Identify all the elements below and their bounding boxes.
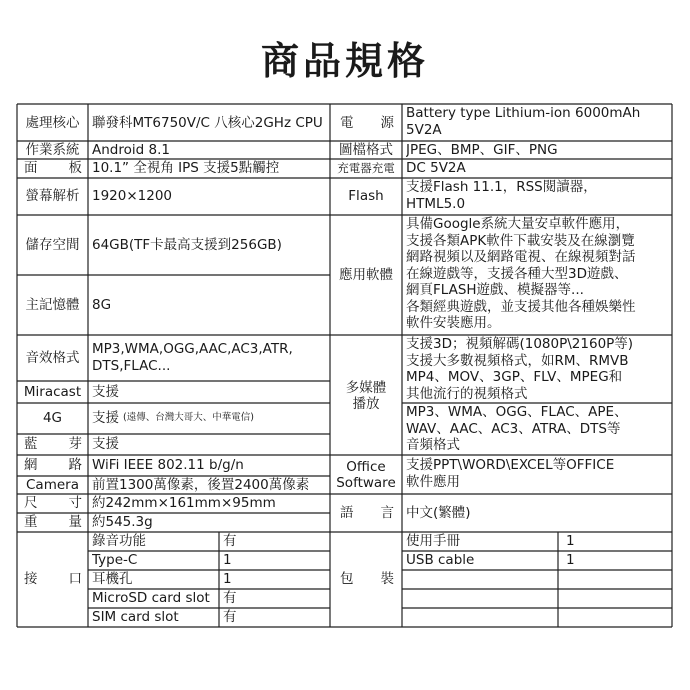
lte-value-text: 支援 xyxy=(92,410,119,427)
apps-line: 網頁FLASH遊戲、模擬器等... xyxy=(406,282,584,298)
port-name: MicroSD card slot xyxy=(92,590,210,607)
office-label-line1: Office xyxy=(346,458,386,475)
camera-value: 前置1300萬像素，後置2400萬像素 xyxy=(92,476,310,493)
page-title: 商品規格 xyxy=(260,39,429,83)
os-value: Android 8.1 xyxy=(92,141,170,158)
port-value: 有 xyxy=(223,533,237,550)
power-label xyxy=(340,105,394,141)
charger-value: DC 5V2A xyxy=(406,160,466,177)
flash-value-line2: HTML5.0 xyxy=(406,195,466,212)
ports-label-a: 接 xyxy=(24,571,38,588)
port-value: 1 xyxy=(223,571,232,588)
weight-value: 約545.3g xyxy=(92,514,153,531)
panel-label-b: 板 xyxy=(68,160,82,177)
multimedia-label-line1: 多媒體 xyxy=(345,379,387,396)
package-label-b: 裝 xyxy=(380,571,394,588)
port-value: 1 xyxy=(223,552,232,569)
charger-label: 充電器充電 xyxy=(337,161,395,176)
power-label-a: 電 xyxy=(340,114,354,131)
video-line: 支援大多數視頻格式，如RM、RMVB xyxy=(406,352,629,369)
network-label-b: 路 xyxy=(68,457,82,474)
size-label xyxy=(24,494,82,513)
panel-label xyxy=(24,159,82,178)
lte-carriers-note: (遠傳、台灣大哥大、中華電信) xyxy=(123,412,254,424)
package-item-name: USB cable xyxy=(406,552,475,569)
office-value-line2: 軟件應用 xyxy=(406,473,460,490)
bluetooth-label xyxy=(24,434,82,455)
bluetooth-value: 支援 xyxy=(92,436,119,453)
office-label-line2: Software xyxy=(336,475,396,491)
network-value: WiFi IEEE 802.11 b/g/n xyxy=(92,457,244,474)
size-label-b: 寸 xyxy=(68,495,82,512)
size-label-a: 尺 xyxy=(24,495,38,512)
audio-label: 音效格式 xyxy=(25,349,80,366)
package-label-a: 包 xyxy=(340,571,354,588)
language-value: 中文(繁體) xyxy=(406,504,471,521)
flash-value xyxy=(406,179,671,215)
audio-format-line: WAV、AAC、AC3、ATRA、DTS等 xyxy=(406,420,621,437)
weight-label xyxy=(24,513,82,532)
audio-value-line2: DTS,FLAC... xyxy=(92,357,171,374)
package-item-name xyxy=(406,589,556,608)
resolution-label: 螢幕解析 xyxy=(25,188,80,205)
port-name: Type-C xyxy=(92,552,138,569)
multimedia-label-line2: 播放 xyxy=(352,396,380,412)
language-label-b: 言 xyxy=(380,504,394,521)
audio-value xyxy=(92,341,330,377)
apps-line: 在線遊戲等，支援各種大型3D遊戲、 xyxy=(406,265,628,282)
port-name: 耳機孔 xyxy=(92,571,133,588)
audio-formats xyxy=(406,404,671,455)
panel-value: 10.1” 全視角 IPS 支援5點觸控 xyxy=(92,160,280,177)
package-item-name xyxy=(406,608,556,627)
ports-label xyxy=(24,532,82,627)
apps-line: 軟件安裝應用。 xyxy=(406,315,501,331)
audio-value-line1: MP3,WMA,OGG,AAC,AC3,ATR, xyxy=(92,341,293,357)
network-label xyxy=(24,455,82,476)
memory-label: 主記憶體 xyxy=(25,296,80,313)
flash-value-line1: 支援Flash 11.1，RSS閱讀器， xyxy=(406,179,597,195)
power-value-line1: Battery type Lithium-ion 6000mAh xyxy=(406,105,641,121)
network-label-a: 網 xyxy=(24,457,38,474)
bluetooth-label-b: 芽 xyxy=(68,436,82,453)
power-value xyxy=(406,105,671,141)
image-format-value: JPEG、BMP、GIF、PNG xyxy=(406,141,558,158)
package-label xyxy=(340,532,394,627)
language-label xyxy=(340,494,394,532)
miracast-value: 支援 xyxy=(92,383,119,400)
office-label xyxy=(331,457,401,493)
flash-label: Flash xyxy=(348,188,384,205)
apps-line: 網路視頻以及網路電視、在線視頻對話 xyxy=(406,249,636,265)
camera-label: Camera xyxy=(26,476,79,493)
port-name: 錄音功能 xyxy=(92,533,146,550)
image-format-label: 圖檔格式 xyxy=(339,141,393,158)
apps-line: 具備Google系統大量安卓軟件應用， xyxy=(406,216,630,232)
lte-label: 4G xyxy=(42,410,63,427)
language-label-a: 語 xyxy=(340,504,354,521)
weight-label-b: 量 xyxy=(68,514,82,531)
office-value-line1: 支援PPT\WORD\EXCEL等OFFICE xyxy=(406,457,615,473)
package-item-name: 使用手冊 xyxy=(406,533,460,550)
cpu-label: 處理核心 xyxy=(25,114,80,131)
resolution-value: 1920×1200 xyxy=(92,188,173,205)
video-formats xyxy=(406,336,671,403)
audio-format-line: MP3、WMA、OGG、FLAC、APE、 xyxy=(406,404,628,420)
storage-label: 儲存空間 xyxy=(25,236,80,253)
power-label-b: 源 xyxy=(380,114,394,131)
power-value-line2: 5V2A xyxy=(406,121,442,138)
package-item-qty xyxy=(566,608,670,627)
package-item-qty: 1 xyxy=(566,533,575,550)
office-value xyxy=(406,457,671,493)
lte-value xyxy=(92,403,330,434)
package-item-qty xyxy=(566,589,670,608)
package-item-qty: 1 xyxy=(566,552,575,569)
multimedia-label xyxy=(331,378,401,414)
os-label: 作業系統 xyxy=(25,141,80,158)
video-line: 支援3D；視頻解碼(1080P\2160P等) xyxy=(406,336,634,352)
video-line: MP4、MOV、3GP、FLV、MPEG和 xyxy=(406,369,623,385)
storage-value: 64GB(TF卡最高支援到256GB) xyxy=(92,236,282,253)
weight-label-a: 重 xyxy=(24,514,38,531)
panel-label-a: 面 xyxy=(24,160,38,177)
cpu-value: 聯發科MT6750V/C 八核心2GHz CPU xyxy=(92,114,323,131)
video-line: 其他流行的視頻格式 xyxy=(406,385,528,402)
apps-line: 支援各類APK軟件下載安裝及在線瀏覽 xyxy=(406,232,635,249)
port-value: 有 xyxy=(223,590,237,607)
bluetooth-label-a: 藍 xyxy=(24,436,38,453)
ports-label-b: 口 xyxy=(68,571,82,588)
port-name: SIM card slot xyxy=(92,609,179,626)
apps-line: 各類經典遊戲，並支援其他各種娛樂性 xyxy=(406,298,636,315)
apps-label: 應用軟體 xyxy=(339,266,393,283)
package-item-qty xyxy=(566,570,670,589)
apps-value xyxy=(406,216,671,334)
miracast-label: Miracast xyxy=(23,383,82,400)
package-item-name xyxy=(406,570,556,589)
port-value: 有 xyxy=(223,609,237,626)
audio-format-line: 音頻格式 xyxy=(406,437,460,453)
size-value: 約242mm×161mm×95mm xyxy=(92,495,276,512)
memory-value: 8G xyxy=(92,296,112,313)
